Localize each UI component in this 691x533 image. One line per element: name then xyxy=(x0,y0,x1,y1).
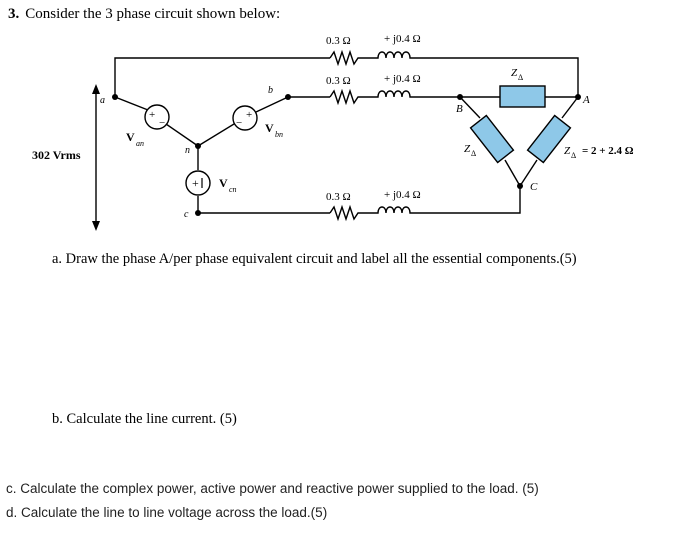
wire-van-n xyxy=(166,124,198,146)
wire-vbn-b xyxy=(256,97,288,112)
resistor-mid xyxy=(330,91,362,103)
part-d-text: d. Calculate the line to line voltage across the load.(5) xyxy=(6,505,328,520)
label-r-bot: 0.3 Ω xyxy=(326,191,351,203)
node-a-dot xyxy=(112,94,118,100)
label-load-top: Z xyxy=(511,67,518,79)
label-x-top: + j0.4 Ω xyxy=(384,33,421,45)
node-n-dot xyxy=(195,143,201,149)
node-b-dot xyxy=(285,94,291,100)
load-z-left xyxy=(471,116,514,163)
node-c-dot xyxy=(195,210,201,216)
inductor-top xyxy=(362,52,430,58)
voltage-arrow-head-top xyxy=(92,84,100,94)
voltage-arrow-head-bottom xyxy=(92,221,100,231)
label-node-n: n xyxy=(185,145,190,156)
node-A-dot xyxy=(575,94,581,100)
wire-top xyxy=(115,58,330,97)
part-a-text: a. Draw the phase A/per phase equivalent circuit and label all the essential components.(5) xyxy=(52,251,577,267)
resistor-bot xyxy=(330,207,362,219)
wire-diag-C-left xyxy=(505,160,520,186)
part-c-text: c. Calculate the complex power, active power and reactive power supplied to the load. (5) xyxy=(6,481,539,496)
vbn-plus: + xyxy=(246,109,253,121)
label-van: V xyxy=(126,130,135,144)
node-C-dot xyxy=(517,183,523,189)
label-vcn: V xyxy=(219,176,228,190)
label-vbn-sub: bn xyxy=(275,130,283,139)
label-r-top: 0.3 Ω xyxy=(326,35,351,47)
label-node-B: B xyxy=(456,103,463,115)
label-node-a: a xyxy=(100,95,105,106)
three-phase-circuit-diagram xyxy=(0,0,691,240)
label-node-C: C xyxy=(530,181,538,193)
label-van-sub: an xyxy=(136,139,144,148)
label-r-mid: 0.3 Ω xyxy=(326,75,351,87)
label-node-b: b xyxy=(268,85,273,96)
vbn-minus: − xyxy=(236,117,243,129)
label-load-right-sub: Δ xyxy=(571,151,577,160)
label-x-mid: + j0.4 Ω xyxy=(384,73,421,85)
question-text: Consider the 3 phase circuit shown below: xyxy=(25,6,281,22)
label-vcn-sub: cn xyxy=(229,185,237,194)
label-load-top-sub: Δ xyxy=(518,73,524,82)
resistor-top xyxy=(330,52,362,64)
wire-bot-C xyxy=(430,186,520,213)
wire-a-van xyxy=(115,97,148,110)
part-b-text: b. Calculate the line current. (5) xyxy=(52,411,237,427)
inductor-mid xyxy=(362,91,430,97)
label-node-c: c xyxy=(184,209,189,220)
wire-A-diag xyxy=(562,97,578,118)
label-load-value: = 2 + 2.4 Ω xyxy=(582,145,634,157)
label-node-A: A xyxy=(583,94,590,106)
van-plus: + xyxy=(149,109,156,121)
load-z-top xyxy=(500,86,545,107)
label-supply-voltage: 302 Vrms xyxy=(32,148,81,162)
label-load-left: Z xyxy=(464,143,471,155)
label-load-right: Z xyxy=(564,145,571,157)
van-minus: − xyxy=(159,117,166,129)
node-B-dot xyxy=(457,94,463,100)
label-vbn: V xyxy=(265,121,274,135)
inductor-bot xyxy=(362,207,430,213)
wire-n-vbn xyxy=(198,124,234,146)
vcn-plus: + xyxy=(192,176,199,190)
wire-B-diag xyxy=(460,97,480,118)
label-x-bot: + j0.4 Ω xyxy=(384,189,421,201)
question-number: 3. xyxy=(8,6,20,22)
label-load-left-sub: Δ xyxy=(471,149,477,158)
